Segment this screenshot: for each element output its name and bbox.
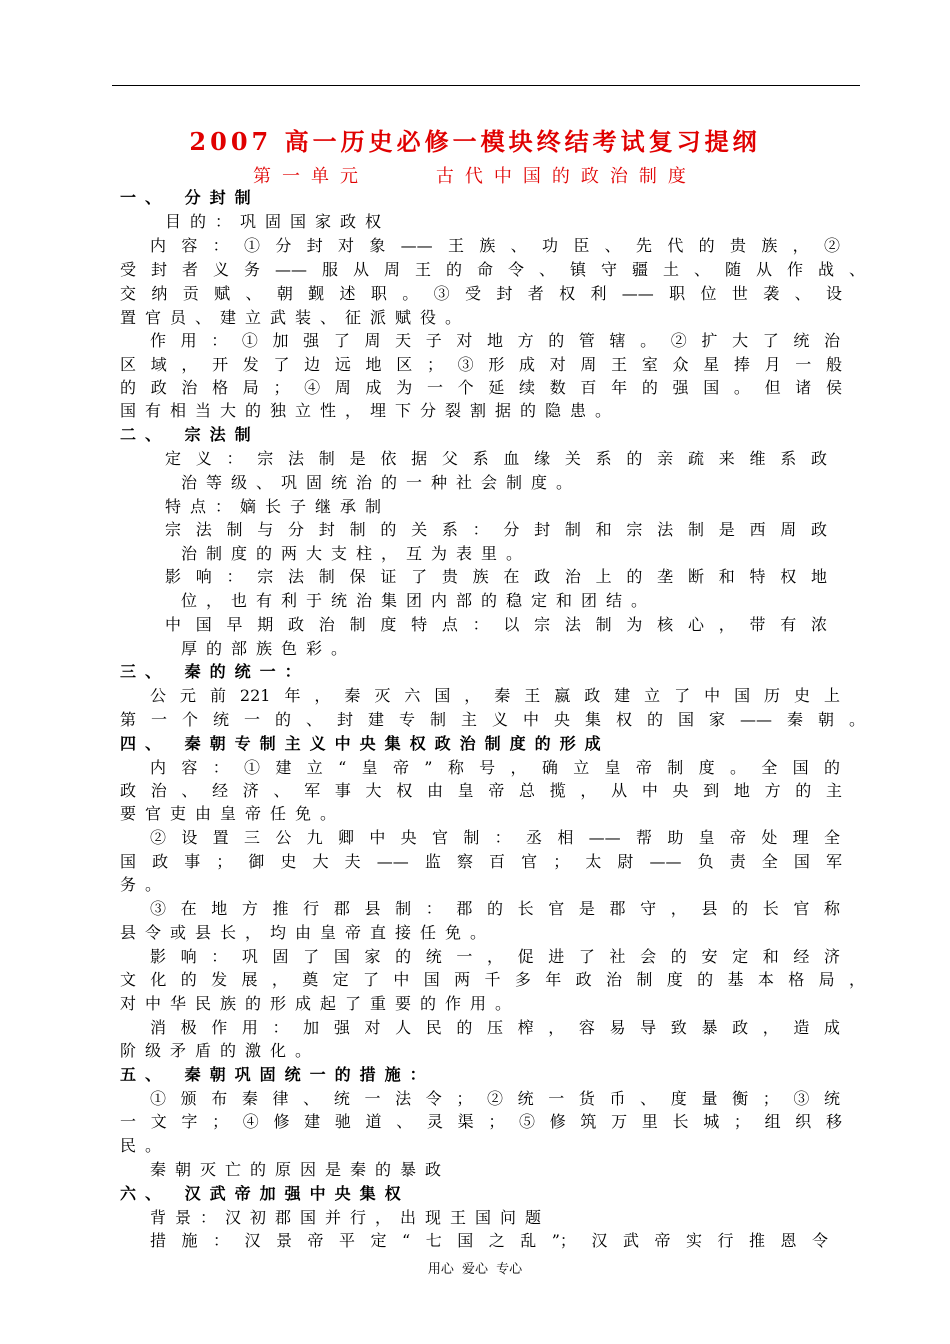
text-line: 影响：巩固了国家的统一，促进了社会的安定和经济 (150, 947, 840, 966)
text-line: 的政治格局；④周成为一个延续数百年的强国。但诸侯 (120, 378, 842, 397)
section-heading-6: 六、 汉武帝加强中央集权 (120, 1184, 410, 1203)
text-line: 一文字；④修建驰道、灵渠；⑤修筑万里长城；组织移 (120, 1112, 842, 1131)
text-line: 影响：宗法制保证了贵族在政治上的垄断和特权地 (165, 567, 827, 586)
header-rule (112, 85, 860, 86)
text-line: 交纳贡赋、朝觐述职。③受封者权利——职位世袭、设 (120, 284, 842, 303)
section-heading-2: 二、 宗法制 (120, 425, 260, 444)
text-line: 置官员、建立武装、征派赋役。 (120, 308, 471, 327)
text-line: 受封者义务——服从周王的命令、镇守疆土、随从作战、 (120, 260, 865, 279)
text-line: 政治、经济、军事大权由皇帝总揽，从中央到地方的主 (120, 781, 842, 800)
text-line: 消极作用：加强对人民的压榨，容易导致暴政，造成 (150, 1018, 840, 1037)
text-line: 中国早期政治制度特点：以宗法制为核心，带有浓 (165, 615, 827, 634)
text-line: 要官吏由皇帝任免。 (120, 804, 346, 823)
text-line: 特点：嫡长子继承制 (165, 497, 391, 516)
page-footer: 用心 爱心 专心 (427, 1262, 523, 1277)
text-line: 务。 (120, 875, 171, 894)
text-line: 位，也有利于统治集团内部的稳定和团结。 (181, 591, 657, 610)
text-line: 对中华民族的形成起了重要的作用。 (120, 994, 521, 1013)
text-line: 县令或县长，均由皇帝直接任免。 (120, 923, 496, 942)
text-line: 作用：①加强了周天子对地方的管辖。②扩大了统治 (150, 331, 840, 350)
text-line: 国政事；御史大夫——监察百官；太尉——负责全国军 (120, 852, 842, 871)
text-line: ②设置三公九卿中央官制：丞相——帮助皇帝处理全 (150, 828, 840, 847)
text-line: 内容：①分封对象——王族、功臣、先代的贵族，② (150, 236, 840, 255)
unit-subtitle: 第一单元 古代中国的政治制度 (253, 166, 697, 187)
text-line: 内容：①建立“皇帝”称号，确立皇帝制度。全国的 (150, 758, 840, 777)
text-line: 治制度的两大支柱，互为表里。 (181, 544, 532, 563)
section-heading-5: 五、 秦朝巩固统一的措施： (120, 1065, 435, 1084)
text-line: 公元前221年，秦灭六国，秦王嬴政建立了中国历史上 (150, 686, 840, 705)
text-line: 阶级矛盾的激化。 (120, 1041, 321, 1060)
text-line: 背景：汉初郡国并行，出现王国问题 (150, 1208, 551, 1227)
text-line: 目的：巩固国家政权 (165, 212, 391, 231)
section-heading-4: 四、 秦朝专制主义中央集权政治制度的形成 (120, 734, 610, 753)
text-line: 第一个统一的、封建专制主义中央集权的国家——秦朝。 (120, 710, 865, 729)
text-line: ③在地方推行郡县制：郡的长官是郡守，县的长官称 (150, 899, 840, 918)
text-line: 秦朝灭亡的原因是秦的暴政 (150, 1160, 451, 1179)
text-line: 定义：宗法制是依据父系血缘关系的亲疏来维系政 (165, 449, 827, 468)
text-line: 国有相当大的独立性，埋下分裂割据的隐患。 (120, 401, 621, 420)
text-line: 治等级、巩固统治的一种社会制度。 (181, 473, 582, 492)
text-line: 民。 (120, 1136, 171, 1155)
document-title: 2007 高一历史必修一模块终结考试复习提纲 (189, 127, 761, 156)
text-line: 厚的部族色彩。 (181, 639, 357, 658)
text-line: 区域，开发了边远地区；③形成对周王室众星捧月一般 (120, 355, 842, 374)
section-heading-1: 一、 分封制 (120, 188, 260, 207)
section-heading-3: 三、 秦的统一： (120, 662, 310, 681)
text-line: 措施：汉景帝平定“七国之乱”；汉武帝实行推恩令 (150, 1231, 828, 1250)
text-line: 宗法制与分封制的关系：分封制和宗法制是西周政 (165, 520, 827, 539)
text-line: 文化的发展，奠定了中国两千多年政治制度的基本格局， (120, 970, 865, 989)
text-line: ①颁布秦律、统一法令；②统一货币、度量衡；③统 (150, 1089, 840, 1108)
